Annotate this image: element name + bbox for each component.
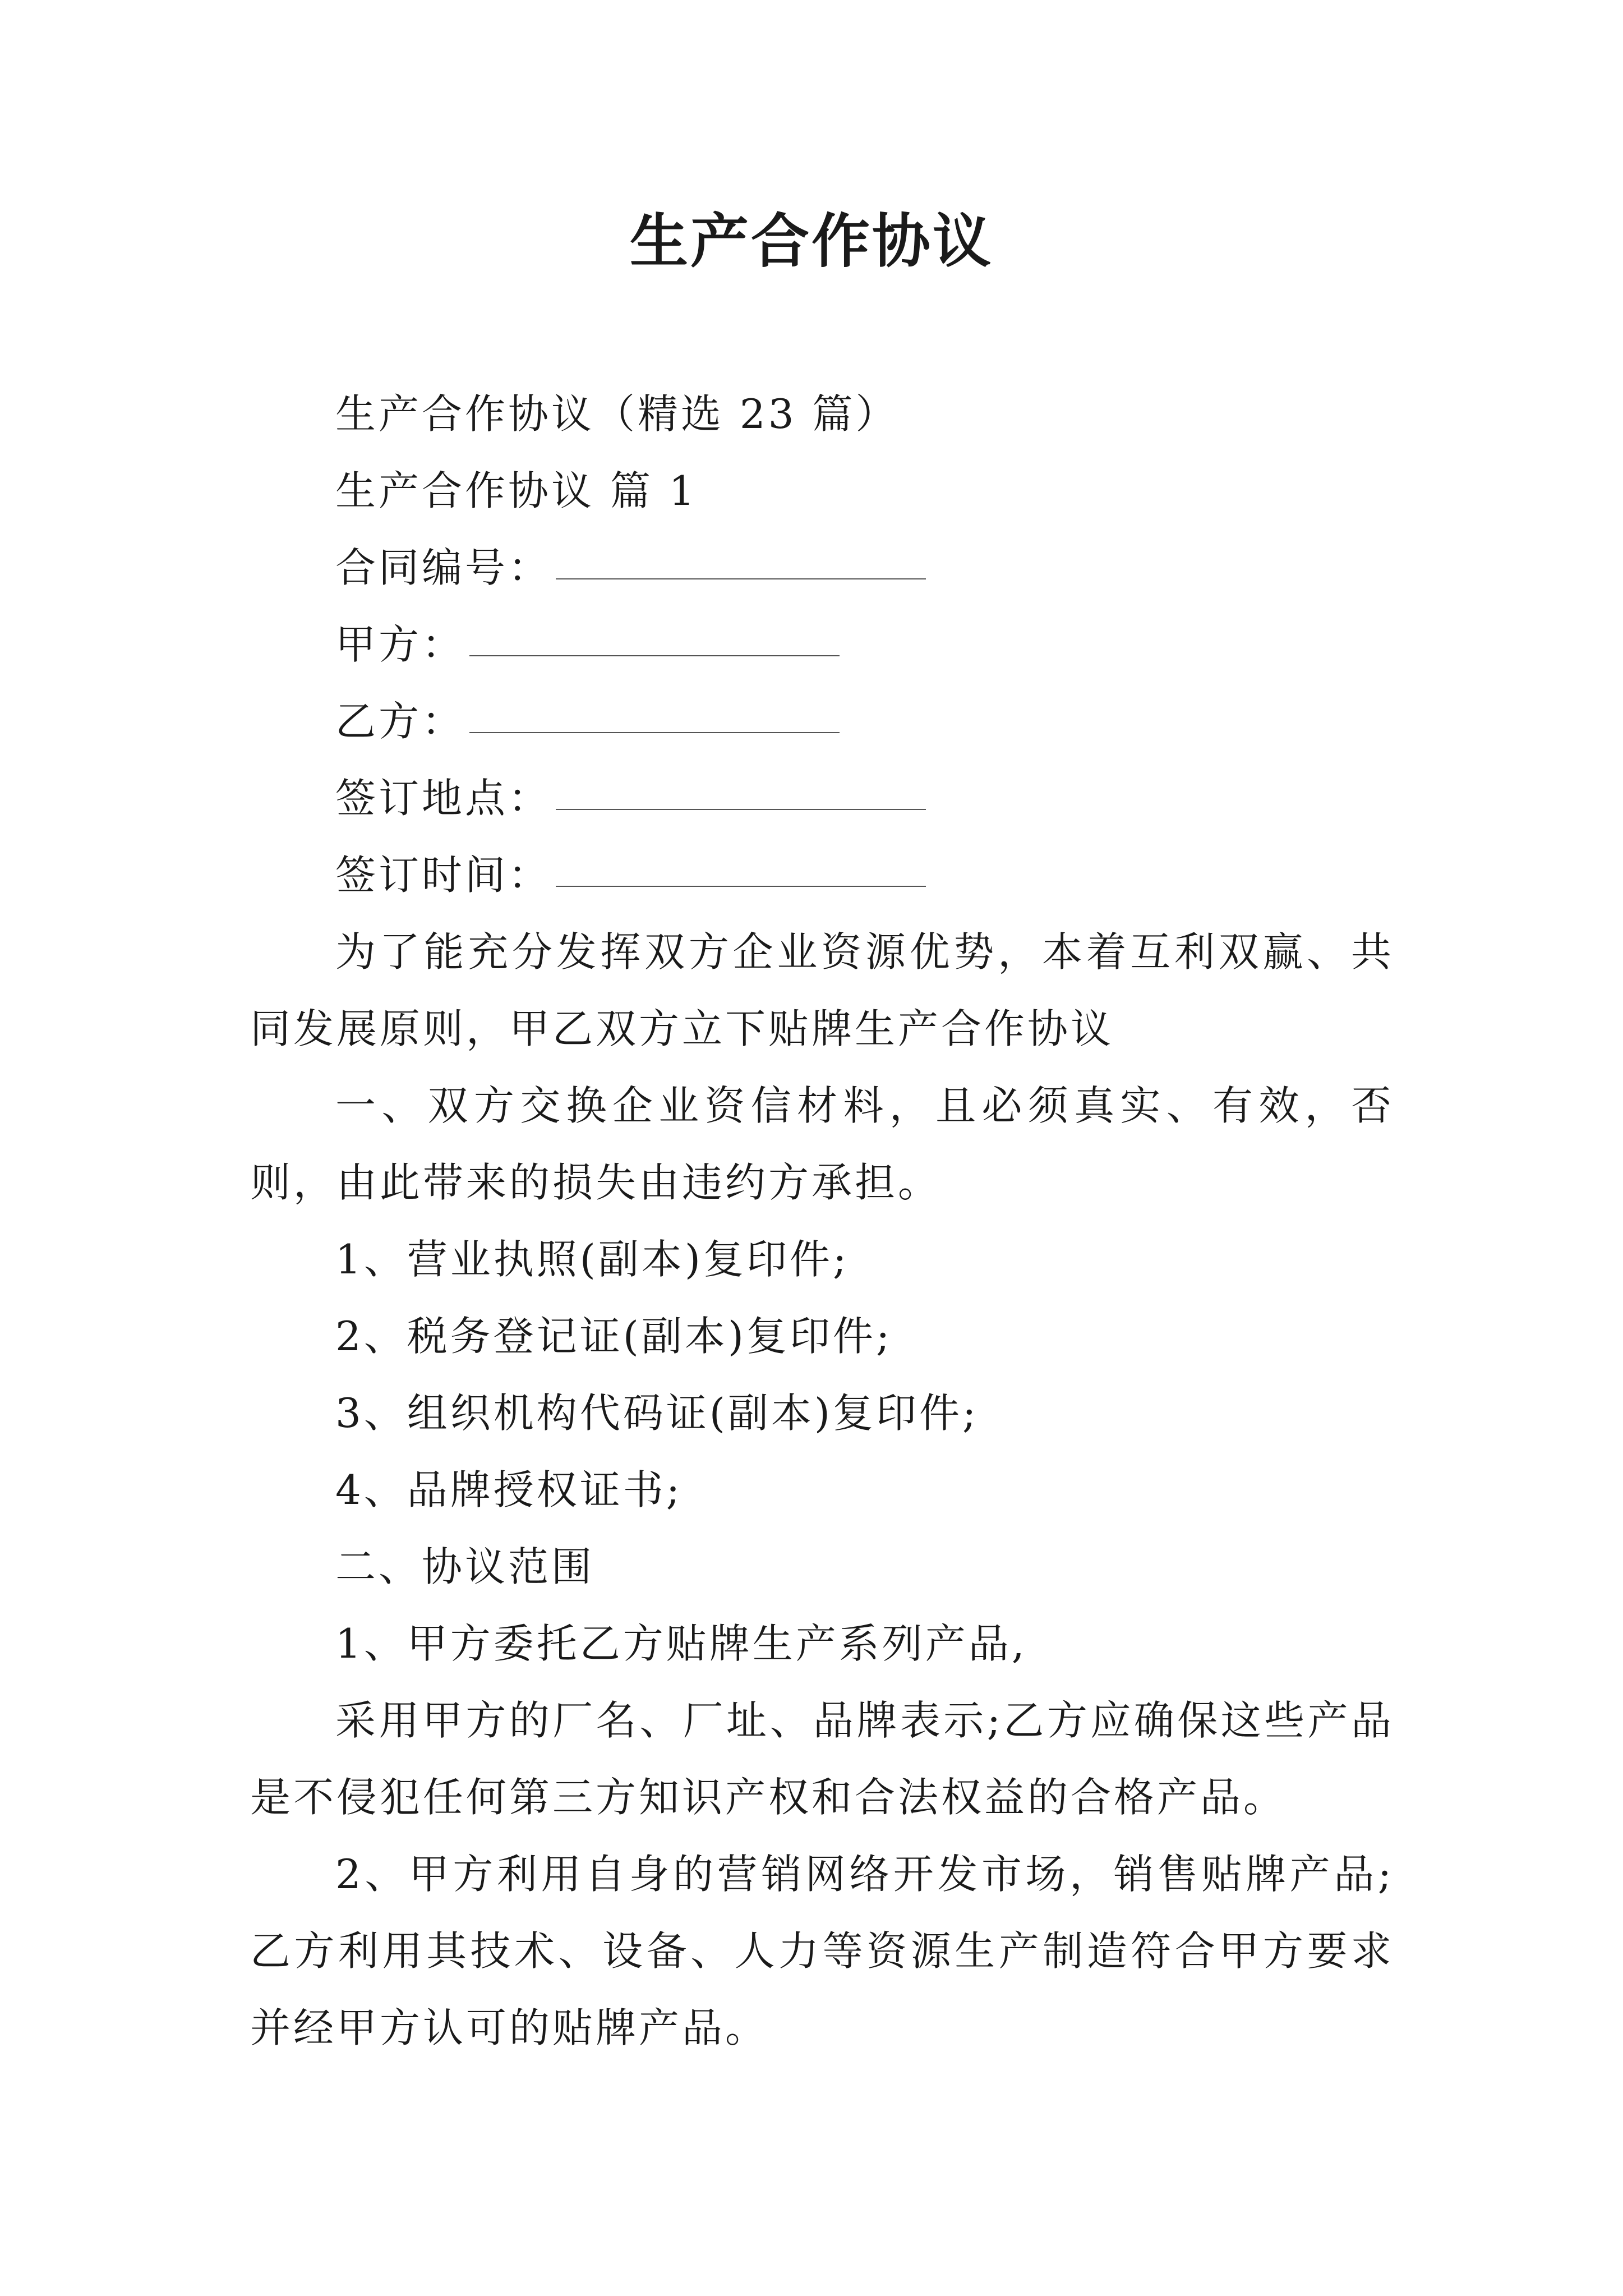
paragraph-text: 采用甲方的厂名、厂址、品牌表示;乙方应确保这些产品是不侵犯任何第三方知识产权和合法权益的合格产品。: [250, 1697, 1394, 1821]
field-label: 签订地点：: [335, 775, 552, 822]
section-heading: 生产合作协议 篇 1: [335, 467, 698, 514]
blank-line: [556, 885, 926, 887]
field-label: 甲方：: [335, 621, 465, 668]
list-item: 1、甲方委托乙方贴牌生产系列产品,: [335, 1620, 1027, 1667]
field-signing-time: [250, 837, 1394, 914]
blank-line: [469, 731, 840, 733]
field-signing-place: [250, 760, 1394, 837]
blank-line: [556, 808, 926, 810]
list-item: 2、税务登记证(副本)复印件;: [335, 1313, 893, 1360]
field-party-a: [250, 606, 1394, 683]
blank-line: [469, 655, 840, 656]
document-title: 生产合作协议: [629, 206, 993, 275]
field-party-b: [250, 683, 1394, 760]
field-label: 合同编号：: [335, 544, 552, 591]
document-body: [250, 376, 1394, 2067]
field-label: 乙方：: [335, 698, 465, 745]
field-label: 签订时间：: [335, 852, 552, 899]
paragraph-purpose: 为了能充分发挥双方企业资源优势，本着互利双赢、共同发展原则，甲乙双方立下贴牌生产合作协议: [250, 928, 1394, 1052]
document-subtitle: 生产合作协议（精选 23 篇）: [335, 390, 899, 438]
blank-line: [556, 578, 926, 579]
field-contract-number: [250, 530, 1394, 606]
paragraph-clause-1: 一、双方交换企业资信材料，且必须真实、有效，否则，由此带来的损失由违约方承担。: [250, 1082, 1394, 1206]
paragraph-clause-2-heading: 二、协议范围: [335, 1543, 595, 1590]
list-item: 2、甲方利用自身的营销网络开发市场，销售贴牌产品;乙方利用其技术、设备、人力等资源生产制造符合甲方要求并经甲方认可的贴牌产品。: [250, 1851, 1394, 2051]
list-item: 4、品牌授权证书;: [335, 1466, 683, 1513]
list-item: 1、营业执照(副本)复印件;: [335, 1236, 850, 1283]
list-item: 3、组织机构代码证(副本)复印件;: [335, 1389, 979, 1437]
